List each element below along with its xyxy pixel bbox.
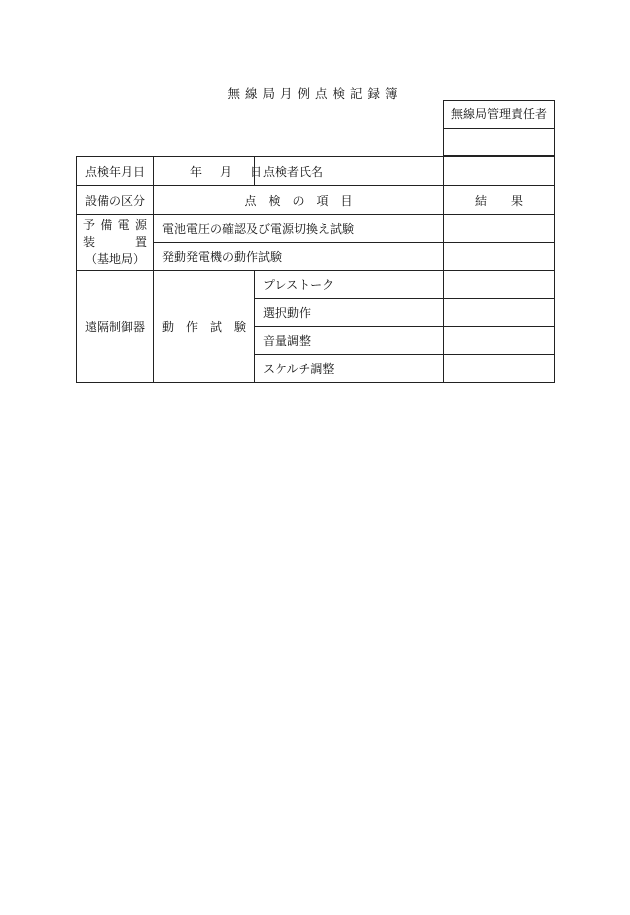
month-label: 月	[220, 164, 233, 179]
operation-test-label: 動 作 試 験	[162, 320, 247, 334]
backup-item2-label: 発動発電機の動作試験	[162, 250, 283, 264]
select-operation-label: 選択動作	[263, 306, 312, 320]
press-talk-label: プレストーク	[263, 278, 335, 292]
category-header: 設備の区分	[85, 193, 146, 208]
remote-item-cell	[254, 326, 444, 355]
volume-adjust-label: 音量調整	[263, 334, 312, 348]
result-header-cell	[443, 185, 555, 215]
backup-power-line1: 予 備 電 源	[83, 218, 147, 232]
inspector-cell[interactable]	[254, 156, 444, 186]
backup-power-line3: （基地局）	[84, 252, 145, 266]
backup-item1-label: 電池電圧の確認及び電源切換え試験	[162, 222, 355, 236]
volume-adjust-result[interactable]	[443, 326, 555, 355]
items-header-cell	[153, 185, 444, 215]
inspection-form	[76, 156, 555, 383]
manager-box	[443, 100, 555, 156]
manager-label: 無線局管理責任者	[444, 101, 554, 129]
date-label-cell	[76, 156, 154, 186]
document-title: 無線局月例点検記録簿	[227, 86, 403, 101]
select-operation-result[interactable]	[443, 298, 555, 327]
year-label: 年	[190, 164, 203, 179]
items-header: 点 検 の 項 目	[244, 193, 353, 208]
backup-power-category-cell	[76, 214, 154, 271]
press-talk-result[interactable]	[443, 270, 555, 299]
date-label: 点検年月日	[85, 164, 146, 179]
remote-item-cell	[254, 298, 444, 327]
squelch-adjust-label: スケルチ調整	[263, 362, 335, 376]
inspector-blank-cell[interactable]	[443, 156, 555, 186]
result-header: 結 果	[474, 193, 523, 208]
date-value-cell[interactable]	[153, 156, 263, 186]
backup-item2-result[interactable]	[443, 242, 555, 271]
backup-item1-cell	[153, 214, 444, 243]
backup-item2-cell	[153, 242, 444, 271]
operation-test-cell	[153, 270, 255, 383]
backup-item1-result[interactable]	[443, 214, 555, 243]
remote-item-cell	[254, 270, 444, 299]
day-label: 日	[250, 164, 263, 179]
category-header-cell	[76, 185, 154, 215]
backup-power-line2: 装 置	[83, 235, 147, 249]
remote-controller-label: 遠隔制御器	[84, 320, 145, 334]
remote-item-cell	[254, 354, 444, 383]
manager-signature-field[interactable]	[444, 129, 554, 156]
remote-controller-category-cell	[76, 270, 154, 383]
inspector-label: 点検者氏名	[263, 164, 324, 179]
squelch-adjust-result[interactable]	[443, 354, 555, 383]
